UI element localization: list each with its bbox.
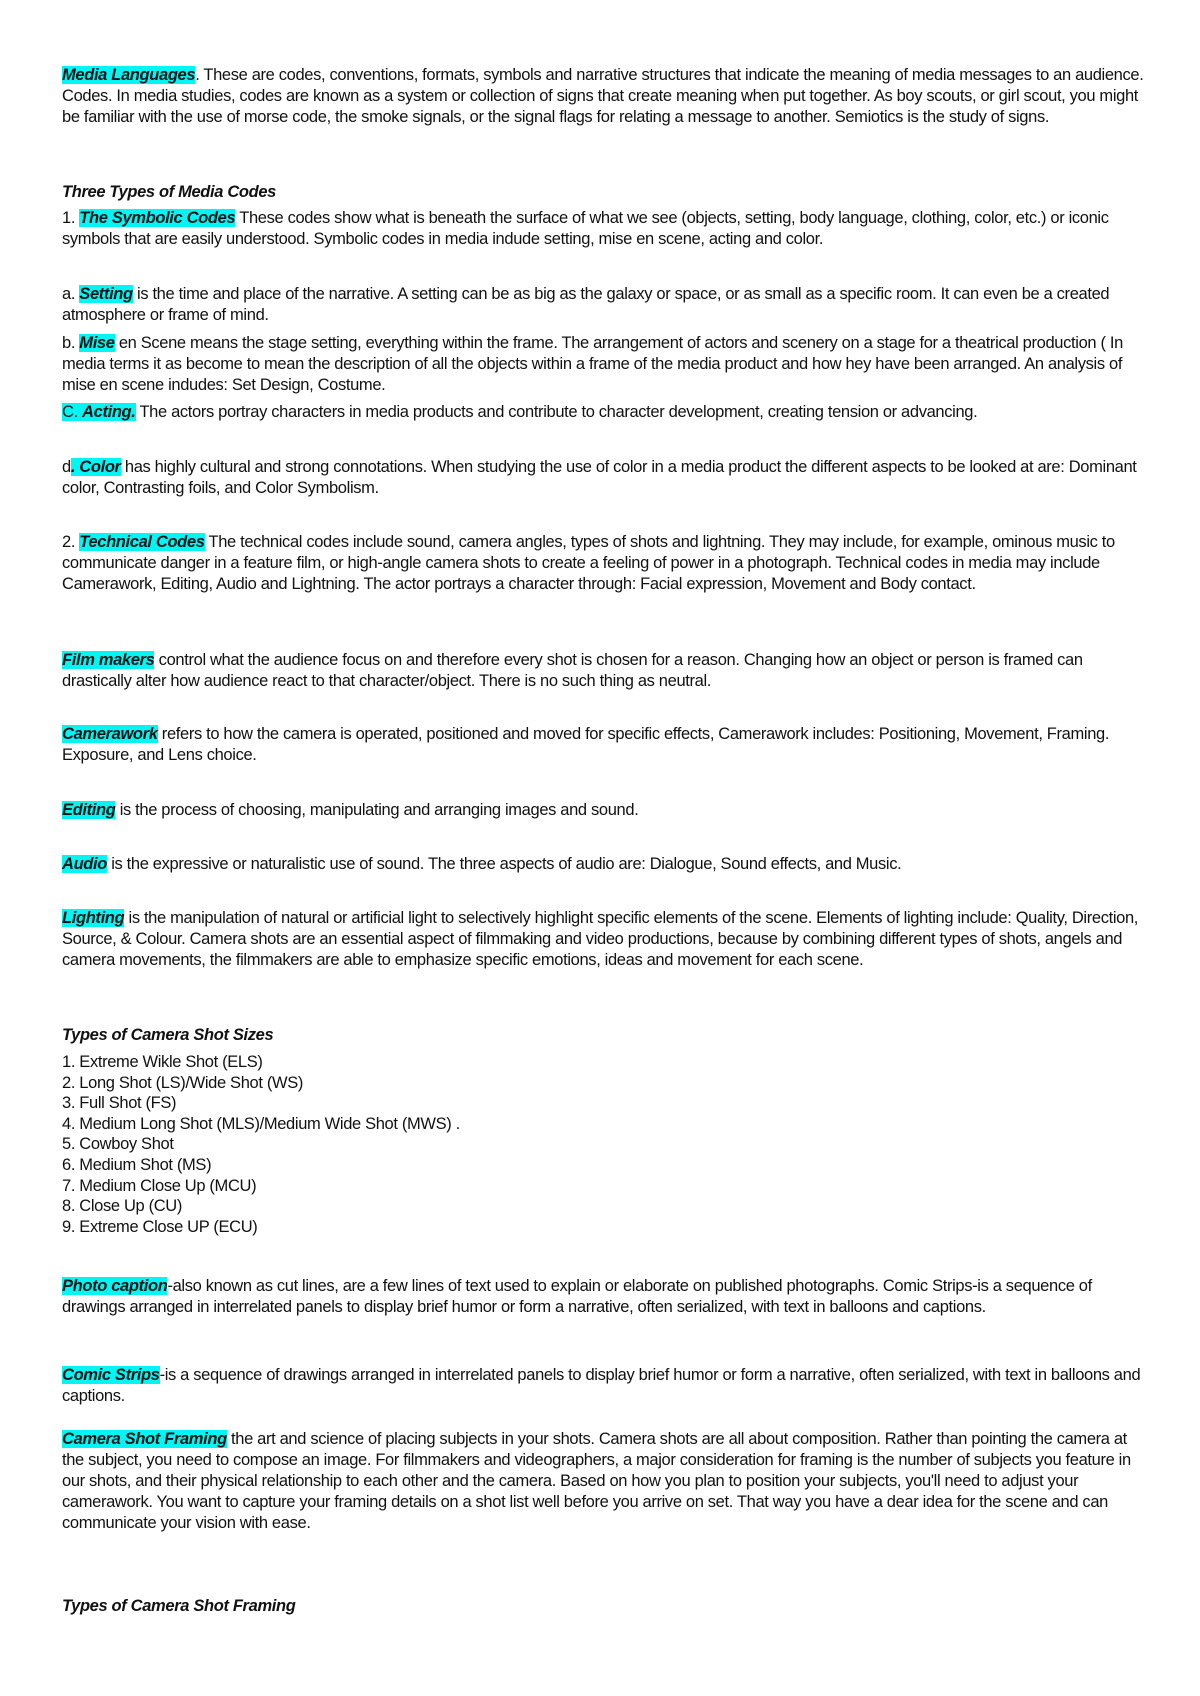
paragraph-text: the art and science of placing subjects in your shots. Camera shots are all about composition. Rather than pointing the camera at the subject, you need to compose an image. For filmmakers and videographers, a major consideration for framing is the number of subjects you feature in our shots, and their physical relationship to each other and the camera. Based on how you plan to position your subjects, you'll need to adjust your camerawork. You want to capture your framing details on a shot list well before you arrive on set. That way you have a dear idea for the scene and can communicate your vision with ease. [62, 1430, 1131, 1532]
paragraph-text: -also known as cut lines, are a few lines of text used to explain or elaborate on published photographs. Comic Strips-is a sequence of drawings arranged in interrelated panels to display brief humor or form a narrative, often serialized, with text in balloons and captions. [62, 1277, 1092, 1316]
paragraph-text: The actors portray characters in media products and contribute to character development, creating tension or advancing. [135, 403, 978, 421]
term-highlight: The Symbolic Codes [79, 209, 236, 227]
prefix: 2. [62, 533, 80, 551]
paragraph-text: . These are codes, conventions, formats, symbols and narrative structures that indicate the meaning of media messages to an audience. Codes. In media studies, codes are known as a system or collection of signs that create meaning when put together. As boy scouts, or girl scout, you might be familiar with the use of morse code, the smoke signals, or the signal flags for relating a message to another. Semiotics is the study of signs. [62, 66, 1144, 126]
paragraph-text: en Scene means the stage setting, everything within the frame. The arrangement of actors and scenery on a stage for a theatrical production ( In media terms it as become to mean the description of all the objects within a frame of the media product and how hey have been arranged. An analysis of mise en scene indudes: Set Design, Costume. [62, 334, 1123, 394]
acting-paragraph [62, 402, 1152, 423]
media-languages-paragraph [62, 65, 1152, 128]
color-paragraph [62, 457, 1152, 499]
list-item: 6. Medium Shot (MS) [62, 1155, 212, 1174]
term-highlight: Technical Codes [79, 533, 205, 551]
term-highlight: Setting [79, 285, 133, 303]
list-item: 5. Cowboy Shot [62, 1135, 174, 1154]
list-item: 2. Long Shot (LS)/Wide Shot (WS) [62, 1073, 303, 1092]
paragraph-text: is the manipulation of natural or artificial light to selectively highlight specific elements of the scene. Elements of lighting include: Quality, Direction, Source, & Colour. Camera shots are an essential aspect of filmmaking and video productions, because by combining different types of shots, angels and camera movements, the filmmakers are able to emphasize specific emotions, ideas and movement for each scene. [62, 909, 1139, 969]
setting-paragraph [62, 284, 1152, 326]
list-item: 7. Medium Close Up (MCU) [62, 1176, 257, 1195]
list-item: 1. Extreme Wikle Shot (ELS) [62, 1053, 263, 1071]
paragraph-text: is the process of choosing, manipulating and arranging images and sound. [115, 801, 639, 819]
symbolic-codes-paragraph [62, 208, 1152, 250]
term-highlight: Lighting [62, 909, 125, 927]
photo-caption-paragraph [62, 1276, 1152, 1318]
list-item: 9. Extreme Close UP (ECU) [62, 1217, 258, 1236]
paragraph-text: is the time and place of the narrative. A setting can be as big as the galaxy or space, or as small as a specific room. It can even be a created atmosphere or frame of mind. [62, 285, 1110, 324]
paragraph-text: is the expressive or naturalistic use of sound. The three aspects of audio are: Dialogue, Sound effects, and Music. [107, 855, 902, 873]
paragraph-text: The technical codes include sound, camera angles, types of shots and lightning. They may include, for example, ominous music to communicate danger in a feature film, or high-angle camera shots to create a feeling of power in a photograph. Technical codes in media may include Camerawork, Editing, Audio and Lightning. The actor portrays a character through: Facial expression, Movement and Body contact. [62, 533, 1115, 593]
term-highlight: Editing [62, 801, 116, 819]
term-highlight: Film makers [62, 651, 155, 669]
heading-shot-sizes: Types of Camera Shot Sizes [62, 1026, 274, 1044]
term-highlight: Camera Shot Framing [62, 1430, 227, 1448]
prefix: a. [62, 285, 80, 303]
shot-sizes-list [62, 1052, 1152, 1237]
term-highlight: Acting. [82, 403, 136, 421]
paragraph-text: These codes show what is beneath the surface of what we see (objects, setting, body language, clothing, color, etc.) or iconic symbols that are easily understood. Symbolic codes in media indude setting, mise en scene, acting and color. [62, 209, 1109, 248]
list-item: 4. Medium Long Shot (MLS)/Medium Wide Shot (MWS) . [62, 1114, 460, 1133]
term-highlight: Media Languages [62, 66, 196, 84]
paragraph-text: has highly cultural and strong connotations. When studying the use of color in a media product the different aspects to be looked at are: Dominant color, Contrasting foils, and Color Symbolism. [62, 458, 1137, 497]
term-highlight: Photo caption [62, 1277, 168, 1295]
camerawork-paragraph [62, 724, 1152, 766]
list-item: 8. Close Up (CU) [62, 1197, 183, 1216]
editing-paragraph [62, 800, 1152, 821]
term-highlight: Audio [62, 855, 107, 873]
mise-paragraph [62, 333, 1152, 396]
list-item: 3. Full Shot (FS) [62, 1094, 177, 1113]
paragraph-text: refers to how the camera is operated, positioned and moved for specific effects, Camerawork includes: Positioning, Movement, Framing. Exposure, and Lens choice. [62, 725, 1110, 764]
heading-shot-framing: Types of Camera Shot Framing [62, 1597, 296, 1615]
term-highlight: Mise [79, 334, 115, 352]
paragraph-text: -is a sequence of drawings arranged in interrelated panels to display brief humor or form a narrative, often serialized, with text in balloons and captions. [62, 1366, 1141, 1405]
audio-paragraph [62, 854, 1152, 875]
prefix: C. [62, 403, 83, 421]
prefix: b. [62, 334, 80, 352]
technical-codes-paragraph [62, 532, 1152, 595]
term-highlight: Comic Strips [62, 1366, 160, 1384]
term-highlight: Camerawork [62, 725, 158, 743]
shot-framing-paragraph [62, 1429, 1152, 1534]
heading-three-types: Three Types of Media Codes [62, 183, 277, 201]
lighting-paragraph [62, 908, 1152, 971]
prefix: 1. [62, 209, 80, 227]
prefix: d [62, 458, 71, 476]
paragraph-text: control what the audience focus on and therefore every shot is chosen for a reason. Changing how an object or person is framed can drastically alter how audience react to that character/object. There is no such thing as neutral. [62, 651, 1083, 690]
term-highlight: . Color [70, 458, 121, 476]
film-makers-paragraph [62, 650, 1152, 692]
comic-strips-paragraph [62, 1365, 1152, 1407]
